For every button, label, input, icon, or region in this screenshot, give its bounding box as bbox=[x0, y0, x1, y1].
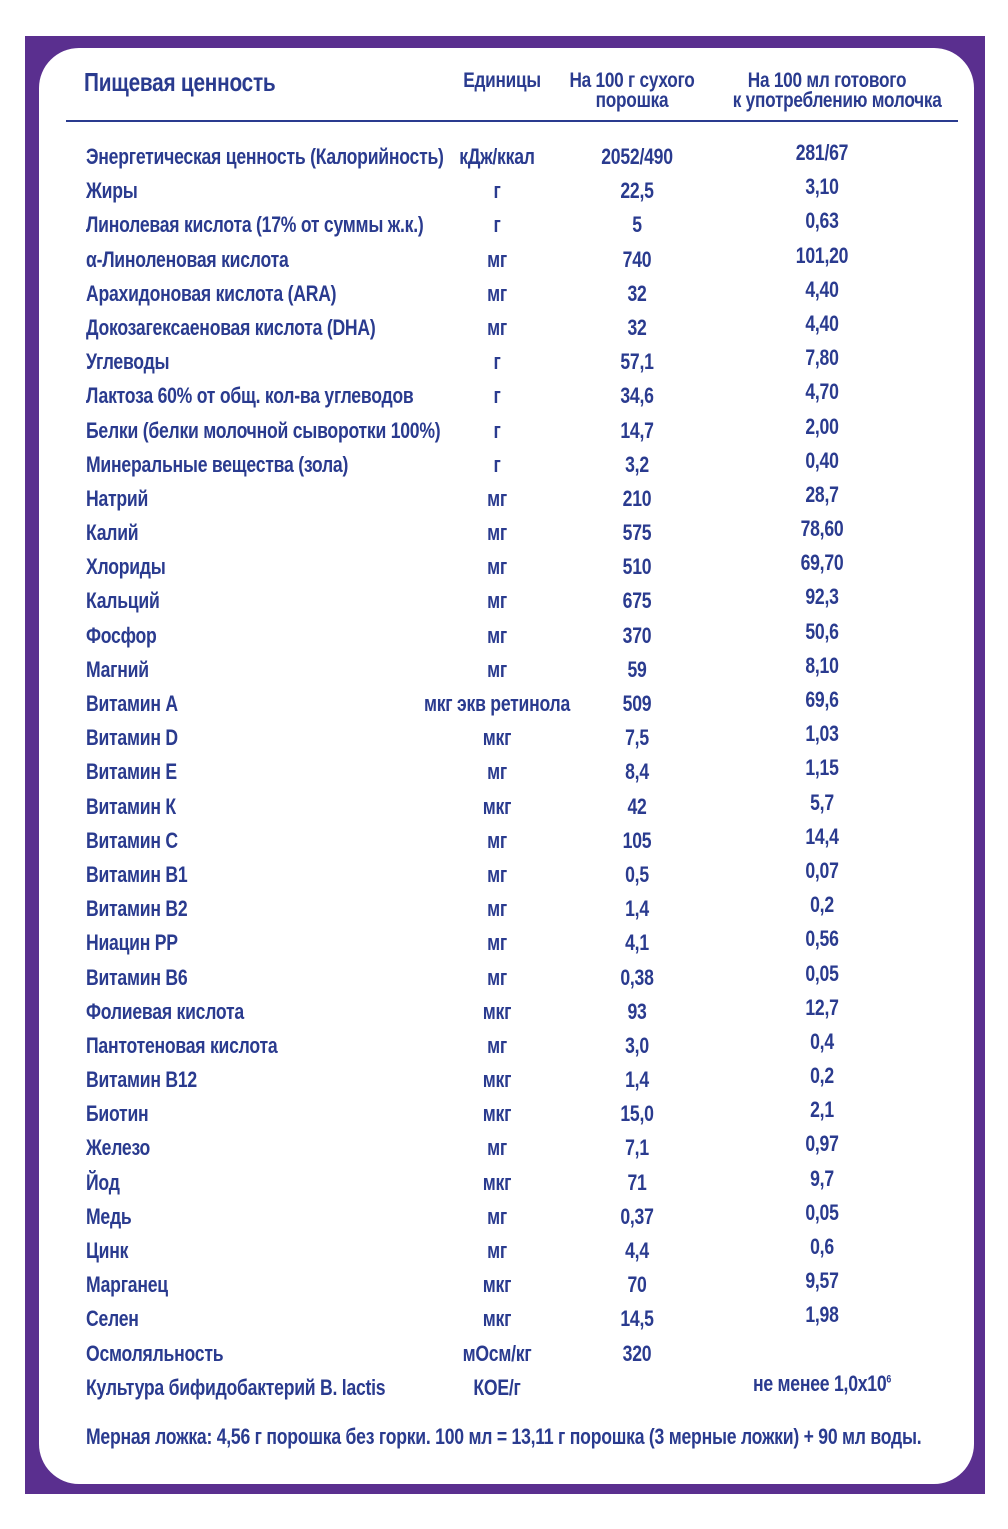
table-row bbox=[0, 824, 1008, 858]
dry-value: 3,0 bbox=[625, 1032, 649, 1058]
ready-value: 92,3 bbox=[805, 584, 839, 610]
ready-value: 3,10 bbox=[805, 174, 839, 200]
dry-value: 70 bbox=[627, 1272, 647, 1298]
header-ready bbox=[732, 69, 942, 112]
ready-value: 0,63 bbox=[805, 208, 839, 234]
dry-value: 7,5 bbox=[625, 725, 649, 751]
table-row bbox=[0, 414, 1008, 448]
unit-cell: мг bbox=[487, 1032, 507, 1058]
dry-value: 320 bbox=[622, 1340, 652, 1366]
table-row bbox=[0, 721, 1008, 755]
dry-value: 42 bbox=[627, 793, 647, 819]
table-row bbox=[0, 174, 1008, 208]
ready-value: 1,98 bbox=[805, 1302, 839, 1328]
ready-value: 0,05 bbox=[805, 1199, 839, 1225]
dry-value: 105 bbox=[622, 827, 652, 853]
nutrient-name: Медь bbox=[86, 1203, 132, 1229]
table-row bbox=[0, 277, 1008, 311]
unit-cell: мг bbox=[487, 930, 507, 956]
dry-value: 4,4 bbox=[625, 1238, 649, 1263]
unit-cell: г bbox=[493, 383, 501, 409]
dry-value: 8,4 bbox=[625, 759, 649, 785]
table-row bbox=[0, 1302, 1008, 1336]
unit-cell: мг bbox=[487, 896, 507, 922]
nutrient-name: Кальций bbox=[86, 588, 160, 614]
table-row bbox=[0, 1337, 1008, 1371]
dry-value: 675 bbox=[622, 588, 652, 614]
ready-value: 0,56 bbox=[805, 926, 839, 952]
nutrient-name: Цинк bbox=[86, 1238, 129, 1263]
dry-value: 510 bbox=[622, 554, 652, 580]
nutrient-name: Витамин D bbox=[86, 725, 178, 751]
ready-value: 4,70 bbox=[805, 379, 839, 405]
dry-value: 93 bbox=[627, 998, 647, 1024]
table-row bbox=[0, 140, 1008, 174]
header-ready-line1: На 100 мл готового bbox=[747, 69, 907, 92]
nutrient-name: Витамин В6 bbox=[86, 964, 188, 990]
table-title: Пищевая ценность bbox=[84, 67, 276, 97]
ready-value: 1,03 bbox=[805, 721, 839, 747]
dry-value: 57,1 bbox=[620, 349, 654, 375]
header-divider bbox=[66, 120, 958, 122]
dry-value: 22,5 bbox=[620, 178, 654, 204]
table-row bbox=[0, 892, 1008, 926]
ready-value: 69,70 bbox=[800, 550, 844, 576]
nutrient-name: Докозагексаеновая кислота (DHA) bbox=[86, 314, 376, 340]
nutrient-name: Витамин В2 bbox=[86, 896, 188, 922]
dry-value: 0,38 bbox=[620, 964, 654, 990]
unit-cell: мг bbox=[487, 485, 507, 511]
dry-value: 14,7 bbox=[620, 417, 654, 443]
table-row bbox=[0, 448, 1008, 482]
nutrient-name: Осмоляльность bbox=[86, 1340, 224, 1366]
table-row bbox=[0, 653, 1008, 687]
dry-value: 370 bbox=[622, 622, 652, 648]
unit-cell: мкг bbox=[482, 998, 512, 1024]
ready-value: 4,40 bbox=[805, 310, 839, 336]
unit-cell: мкг bbox=[482, 1272, 512, 1298]
nutrient-name: Магний bbox=[86, 656, 149, 682]
dry-value: 32 bbox=[627, 280, 647, 306]
table-row bbox=[0, 1029, 1008, 1063]
nutrition-table bbox=[0, 140, 1008, 1405]
ready-value: 12,7 bbox=[805, 994, 839, 1020]
table-row bbox=[0, 345, 1008, 379]
ready-value: 5,7 bbox=[810, 789, 834, 815]
unit-cell: мкг bbox=[482, 793, 512, 819]
table-row bbox=[0, 208, 1008, 242]
dry-value: 5 bbox=[632, 212, 642, 238]
ready-value: 28,7 bbox=[805, 481, 839, 507]
nutrient-name: Хлориды bbox=[86, 554, 166, 580]
ready-value: не менее $1,0х10^6$ bbox=[752, 1370, 892, 1396]
nutrient-name: Витамин К bbox=[86, 793, 176, 819]
ready-value: 78,60 bbox=[800, 516, 844, 542]
table-row bbox=[0, 995, 1008, 1029]
nutrient-name: Йод bbox=[86, 1169, 120, 1195]
table-row bbox=[0, 516, 1008, 550]
exponent: 6 bbox=[886, 1373, 892, 1386]
unit-cell: мОсм/кг bbox=[462, 1340, 532, 1366]
unit-cell: мкг bbox=[482, 1067, 512, 1093]
ready-value: 9,57 bbox=[805, 1268, 839, 1294]
ready-value: 9,7 bbox=[810, 1165, 834, 1191]
dry-value: 15,0 bbox=[620, 1101, 654, 1127]
table-row bbox=[0, 379, 1008, 413]
table-row bbox=[0, 1063, 1008, 1097]
table-row bbox=[0, 619, 1008, 653]
table-row bbox=[0, 858, 1008, 892]
unit-cell: г bbox=[493, 451, 501, 477]
dry-value: 2052/490 bbox=[601, 144, 673, 169]
table-row bbox=[0, 1200, 1008, 1234]
unit-cell: мг bbox=[487, 861, 507, 887]
table-row bbox=[0, 584, 1008, 618]
ready-value: 4,40 bbox=[805, 276, 839, 302]
dry-value: 575 bbox=[622, 520, 652, 546]
header-ready-line2: к употреблению молочка bbox=[732, 89, 942, 112]
nutrient-name: Энергетическая ценность (Калорийность) bbox=[86, 144, 444, 169]
table-row bbox=[0, 961, 1008, 995]
dry-value: 14,5 bbox=[620, 1306, 654, 1332]
dry-value: 0,37 bbox=[620, 1203, 654, 1229]
table-row bbox=[0, 926, 1008, 960]
nutrient-name: Фолиевая кислота bbox=[86, 998, 244, 1024]
dry-value: 59 bbox=[627, 656, 647, 682]
nutrient-name: Натрий bbox=[86, 485, 149, 511]
ready-value: 0,6 bbox=[810, 1234, 834, 1259]
nutrient-name: Витамин В1 bbox=[86, 861, 188, 887]
table-row bbox=[0, 790, 1008, 824]
nutrient-name: Углеводы bbox=[86, 349, 170, 375]
ready-value: 0,2 bbox=[810, 1063, 834, 1089]
unit-cell: мг bbox=[487, 622, 507, 648]
nutrient-name: Биотин bbox=[86, 1101, 149, 1127]
nutrient-name: Витамин Е bbox=[86, 759, 177, 785]
unit-cell: мг bbox=[487, 1203, 507, 1229]
header-dry bbox=[566, 71, 697, 111]
nutrient-name: Витамин А bbox=[86, 691, 178, 716]
dry-value: 509 bbox=[622, 691, 652, 716]
unit-cell: мкг bbox=[482, 1169, 512, 1195]
table-row bbox=[0, 1268, 1008, 1302]
ready-value: 2,1 bbox=[810, 1097, 834, 1123]
dry-value: 210 bbox=[622, 485, 652, 511]
unit-cell: г bbox=[493, 349, 501, 375]
unit-cell: мг bbox=[487, 554, 507, 580]
nutrient-name: Витамин В12 bbox=[86, 1067, 197, 1093]
ready-value: 0,2 bbox=[810, 892, 834, 918]
footer-note: Мерная ложка: 4,56 г порошка без горки. 100 мл = 13,11 г порошка (3 мерные ложки) + 90 мл воды. bbox=[86, 1424, 922, 1449]
header-units-label: Единицы bbox=[463, 69, 541, 92]
unit-cell: мкг bbox=[482, 725, 512, 751]
nutrient-name: Железо bbox=[86, 1135, 151, 1161]
dry-value: 740 bbox=[622, 246, 652, 272]
ready-value: 0,97 bbox=[805, 1131, 839, 1157]
nutrient-name: Калий bbox=[86, 520, 139, 546]
header-units bbox=[461, 71, 543, 91]
nutrient-name: Линолевая кислота (17% от суммы ж.к.) bbox=[86, 212, 424, 238]
table-row bbox=[0, 550, 1008, 584]
unit-cell: мкг bbox=[482, 1306, 512, 1332]
unit-cell: мг bbox=[487, 827, 507, 853]
ready-value: 0,4 bbox=[810, 1028, 834, 1054]
nutrient-name: Арахидоновая кислота (ARA) bbox=[86, 280, 337, 306]
nutrient-name: Фосфор bbox=[86, 622, 157, 648]
unit-cell: мг bbox=[487, 656, 507, 682]
unit-cell: мг bbox=[487, 759, 507, 785]
unit-cell: мг bbox=[487, 588, 507, 614]
ready-value: 69,6 bbox=[805, 687, 839, 712]
dry-value: 4,1 bbox=[625, 930, 649, 956]
ready-value: 8,10 bbox=[805, 652, 839, 678]
nutrient-name: Селен bbox=[86, 1306, 139, 1332]
unit-cell: г bbox=[493, 212, 501, 238]
table-row bbox=[0, 243, 1008, 277]
dry-value: 1,4 bbox=[625, 896, 649, 922]
dry-value: 1,4 bbox=[625, 1067, 649, 1093]
unit-cell: мг bbox=[487, 520, 507, 546]
table-row bbox=[0, 1131, 1008, 1165]
unit-cell: КОЕ/г bbox=[473, 1374, 521, 1400]
nutrient-name: Марганец bbox=[86, 1272, 168, 1298]
nutrient-name: Минеральные вещества (зола) bbox=[86, 451, 349, 477]
unit-cell: мг bbox=[487, 964, 507, 990]
ready-value: 1,15 bbox=[805, 755, 839, 781]
table-row bbox=[0, 1234, 1008, 1268]
dry-value: 71 bbox=[627, 1169, 647, 1195]
ready-value: 0,07 bbox=[805, 857, 839, 883]
dry-value: 7,1 bbox=[625, 1135, 649, 1161]
table-row bbox=[0, 1371, 1008, 1405]
table-row bbox=[0, 311, 1008, 345]
ready-value: 7,80 bbox=[805, 345, 839, 371]
ready-value: 50,6 bbox=[805, 618, 839, 644]
nutrient-name: Белки (белки молочной сыворотки 100%) bbox=[86, 417, 441, 443]
unit-cell: г bbox=[493, 178, 501, 204]
ready-value: 101,20 bbox=[795, 242, 849, 268]
unit-cell: г bbox=[493, 417, 501, 443]
dry-value: 3,2 bbox=[625, 451, 649, 477]
unit-cell: мг bbox=[487, 1135, 507, 1161]
table-row bbox=[0, 755, 1008, 789]
ready-value: 2,00 bbox=[805, 413, 839, 439]
ready-value: 281/67 bbox=[795, 140, 849, 165]
unit-cell: мг bbox=[487, 280, 507, 306]
unit-cell: мг bbox=[487, 1238, 507, 1263]
header-dry-line1: На 100 г сухого bbox=[569, 69, 695, 92]
unit-cell: мг bbox=[487, 246, 507, 272]
table-row bbox=[0, 1097, 1008, 1131]
nutrient-name: Культура бифидобактерий B. lactis bbox=[86, 1374, 386, 1400]
nutrient-name: Пантотеновая кислота bbox=[86, 1032, 278, 1058]
nutrient-name: α-Линоленовая кислота bbox=[86, 246, 289, 272]
ready-value: 14,4 bbox=[805, 823, 839, 849]
unit-cell: мкг экв ретинола bbox=[423, 691, 571, 716]
dry-value: 0,5 bbox=[625, 861, 649, 887]
nutrient-name: Витамин С bbox=[86, 827, 178, 853]
ready-value: 0,05 bbox=[805, 960, 839, 986]
ready-value: 0,40 bbox=[805, 447, 839, 473]
unit-cell: кДж/ккал bbox=[459, 144, 535, 169]
table-row bbox=[0, 1166, 1008, 1200]
table-row bbox=[0, 687, 1008, 721]
nutrient-name: Ниацин РР bbox=[86, 930, 178, 956]
table-row bbox=[0, 482, 1008, 516]
nutrient-name: Лактоза 60% от общ. кол-ва углеводов bbox=[86, 383, 414, 409]
unit-cell: мг bbox=[487, 314, 507, 340]
nutrient-name: Жиры bbox=[86, 178, 138, 204]
dry-value: 32 bbox=[627, 314, 647, 340]
unit-cell: мкг bbox=[482, 1101, 512, 1127]
dry-value: 34,6 bbox=[620, 383, 654, 409]
header-dry-line2: порошка bbox=[595, 89, 669, 112]
